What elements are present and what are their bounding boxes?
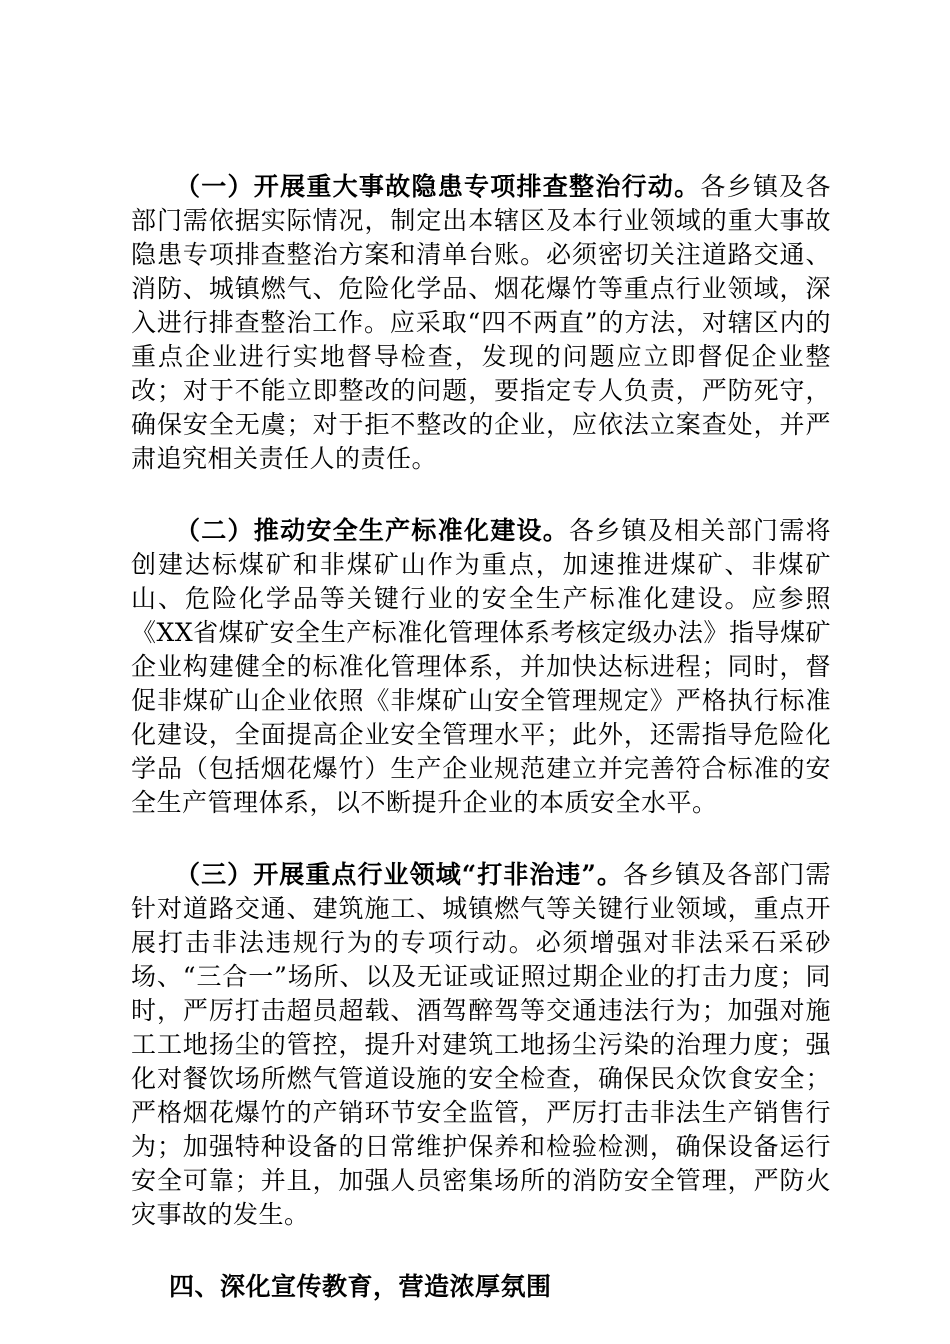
section-3-paragraph bbox=[131, 858, 831, 1232]
section-2-paragraph bbox=[131, 514, 831, 820]
section-1-body: 各乡镇及各部门需依据实际情况，制定出本辖区及本行业领域的重大事故隐患专项排查整治方案和清单台账。必须密切关注道路交通、消防、城镇燃气、危险化学品、烟花爆竹等重点行业领域，深入进行排查整治工作。应采取“四不两直”的方法，对辖区内的重点企业进行实地督导检查，发现的问题应立即督促企业整改；对于不能立即整改的问题，要指定专人负责，严防死守，确保安全无虞；对于拒不整改的企业，应依法立案查处，并严肃追究相关责任人的责任。 bbox=[131, 172, 831, 473]
section-4-heading: 四、深化宣传教育，营造浓厚氛围 bbox=[169, 1272, 552, 1301]
section-2-body: 各乡镇及相关部门需将创建达标煤矿和非煤矿山作为重点，加速推进煤矿、非煤矿山、危险化学品等关键行业的安全生产标准化建设。应参照《XX省煤矿安全生产标准化管理体系考核定级办法》指导煤矿企业构建健全的标准化管理体系，并加快达标进程；同时，督促非煤矿山企业依照《非煤矿山安全管理规定》严格执行标准化建设，全面提高企业安全管理水平；此外，还需指导危险化学品（包括烟花爆竹）生产企业规范建立并完善符合标准的安全生产管理体系，以不断提升企业的本质安全水平。 bbox=[131, 516, 831, 817]
section-2-lead: （二）推动安全生产标准化建设。 bbox=[175, 516, 570, 545]
document-page bbox=[131, 170, 831, 1304]
section-1-paragraph bbox=[131, 170, 831, 476]
section-3-body: 各乡镇及各部门需针对道路交通、建筑施工、城镇燃气等关键行业领域，重点开展打击非法违规行为的专项行动。必须增强对非法采石采砂场、“三合一”场所、以及无证或证照过期企业的打击力度；同时，严厉打击超员超载、酒驾醉驾等交通违法行为；加强对施工工地扬尘的管控，提升对建筑工地扬尘污染的治理力度；强化对餐饮场所燃气管道设施的安全检查，确保民众饮食安全；严格烟花爆竹的产销环节安全监管，严厉打击非法生产销售行为；加强特种设备的日常维护保养和检验检测，确保设备运行安全可靠；并且，加强人员密集场所的消防安全管理，严防火灾事故的发生。 bbox=[131, 860, 831, 1229]
section-1-lead: （一）开展重大事故隐患专项排查整治行动。 bbox=[175, 172, 701, 201]
section-3-lead: （三）开展重点行业领域“打非治违”。 bbox=[175, 860, 623, 889]
